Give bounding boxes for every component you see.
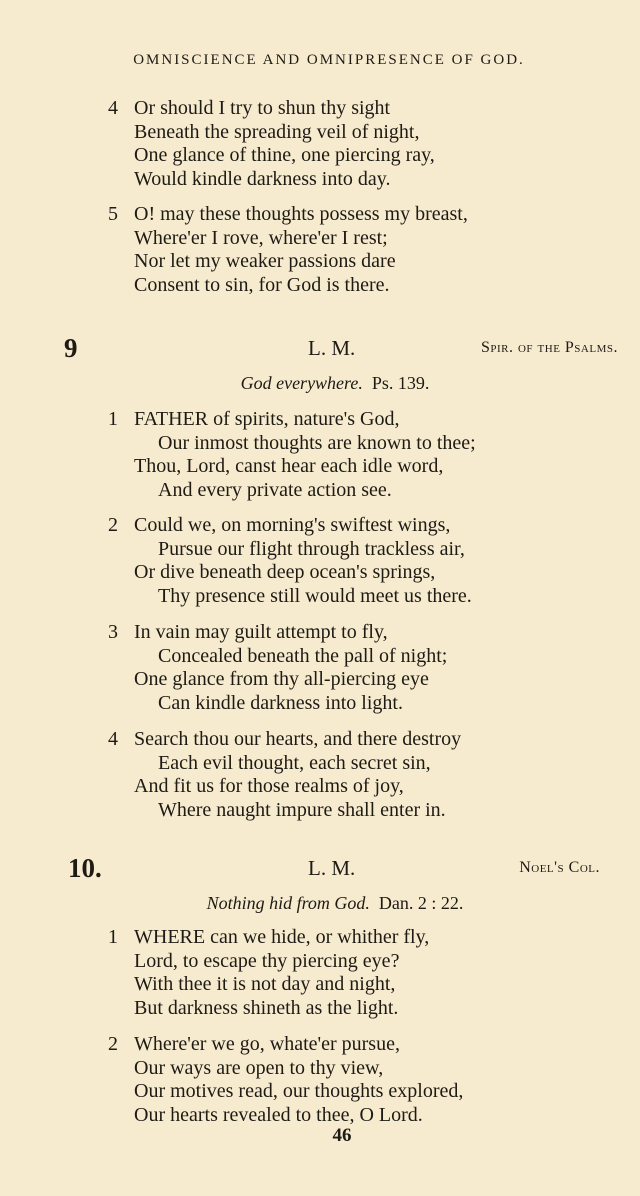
hymn-9-stanza-1: [108, 408, 578, 502]
stanza-number: 2: [108, 514, 118, 536]
hymn-10-stanza-2: [108, 1033, 578, 1127]
hymn-9-subtitle: [0, 371, 640, 395]
verse-text: Lord, to escape thy piercing eye?: [134, 949, 400, 972]
stanza-line: [108, 799, 578, 823]
stanza-line: [108, 668, 578, 692]
verse-text: And fit us for those realms of joy,: [134, 775, 404, 797]
stanza-line: [108, 973, 578, 997]
stanza-line: [108, 585, 578, 609]
stanza-line: [108, 1033, 578, 1057]
stanza-line: [108, 997, 578, 1021]
stanza-line: [108, 1080, 578, 1104]
stanza-line: [108, 274, 578, 298]
verse-text: One glance of thine, one piercing ray,: [134, 144, 435, 166]
stanza-number: 1: [108, 926, 118, 948]
stanza-line: [108, 144, 578, 168]
page-number: 46: [332, 1125, 352, 1146]
verse-text: Thy presence still would meet us there.: [158, 584, 472, 607]
hymn-source: Spir. of the Psalms.: [480, 339, 618, 356]
verse-text: Could we, on morning's swiftest wings,: [134, 514, 451, 536]
stanza-line: [108, 775, 578, 799]
verse-text: FATHER of spirits, nature's God,: [134, 408, 400, 430]
verse-text: Would kindle darkness into day.: [134, 167, 391, 190]
hymn-title: God everywhere.: [240, 373, 363, 393]
hymn-10-subtitle: [0, 891, 640, 915]
verse-text: Our ways are open to thy view,: [134, 1056, 384, 1079]
stanza-line: [108, 203, 578, 227]
stanza-line: [108, 692, 578, 716]
hymn-title: Nothing hid from God.: [206, 893, 370, 913]
verse-text: Nor let my weaker passions dare: [134, 250, 396, 272]
scripture-reference: Dan. 2 : 22.: [378, 893, 464, 913]
stanza-line: [108, 432, 578, 456]
stanza-number: 4: [108, 97, 118, 119]
verse-text: Search thou our hearts, and there destroy: [134, 728, 462, 750]
scripture-reference: Ps. 139.: [371, 373, 430, 393]
verse-text: Consent to sin, for God is there.: [134, 273, 390, 296]
hymn-number: 10.: [68, 853, 102, 883]
stanza-line: [108, 97, 578, 121]
hymn-source: Noel's Col.: [519, 859, 600, 876]
stanza-line: [108, 1057, 578, 1081]
verse-text: Thou, Lord, canst hear each idle word,: [134, 455, 444, 477]
hymn-10-stanza-1: [108, 926, 578, 1020]
stanza-prev-4: [108, 97, 578, 191]
verse-text: Pursue our flight through trackless air,: [158, 537, 465, 560]
verse-text: With thee it is not day and night,: [134, 973, 396, 995]
verse-text: Our motives read, our thoughts explored,: [134, 1080, 464, 1102]
stanza-line: [108, 408, 578, 432]
stanza-line: [108, 1104, 578, 1128]
verse-text: And every private action see.: [158, 478, 392, 501]
stanza-line: [108, 479, 578, 503]
verse-text: Our inmost thoughts are known to thee;: [158, 431, 476, 454]
stanza-prev-5: [108, 203, 578, 297]
hymn-meter: L. M.: [308, 856, 356, 880]
verse-text: WHERE can we hide, or whither fly,: [134, 926, 430, 948]
verse-text: Where'er I rove, where'er I rest;: [134, 226, 388, 249]
verse-text: One glance from thy all-piercing eye: [134, 668, 429, 690]
hymn-9-stanza-2: [108, 514, 578, 608]
stanza-number: 1: [108, 408, 118, 430]
verse-text: Can kindle darkness into light.: [158, 691, 403, 714]
verse-text: Each evil thought, each secret sin,: [158, 751, 431, 774]
verse-text: O! may these thoughts possess my breast,: [134, 203, 468, 225]
stanza-line: [108, 645, 578, 669]
stanza-line: [108, 926, 578, 950]
stanza-line: [108, 728, 578, 752]
verse-text: But darkness shineth as the light.: [134, 996, 399, 1019]
stanza-line: [108, 950, 578, 974]
stanza-number: 3: [108, 621, 118, 643]
running-head: OMNISCIENCE AND OMNIPRESENCE OF GOD.: [133, 52, 525, 68]
hymn-10-header: [0, 852, 640, 884]
verse-text: Our hearts revealed to thee, O Lord.: [134, 1103, 423, 1126]
stanza-line: [108, 752, 578, 776]
hymn-9-stanza-4: [108, 728, 578, 822]
hymn-number: 9: [64, 333, 78, 363]
hymn-meter: L. M.: [308, 336, 356, 360]
stanza-number: 5: [108, 203, 118, 225]
stanza-line: [108, 121, 578, 145]
stanza-line: [108, 168, 578, 192]
hymn-9-header: [0, 332, 640, 364]
verse-text: In vain may guilt attempt to fly,: [134, 621, 388, 643]
stanza-line: [108, 250, 578, 274]
stanza-number: 4: [108, 728, 118, 750]
verse-text: Or dive beneath deep ocean's springs,: [134, 561, 436, 583]
stanza-number: 2: [108, 1033, 118, 1055]
verse-text: Beneath the spreading veil of night,: [134, 120, 420, 143]
stanza-line: [108, 538, 578, 562]
verse-text: Or should I try to shun thy sight: [134, 97, 391, 119]
stanza-line: [108, 514, 578, 538]
hymn-9-stanza-3: [108, 621, 578, 715]
verse-text: Concealed beneath the pall of night;: [158, 644, 448, 667]
stanza-line: [108, 561, 578, 585]
stanza-line: [108, 227, 578, 251]
stanza-line: [108, 455, 578, 479]
stanza-line: [108, 621, 578, 645]
verse-text: Where'er we go, whate'er pursue,: [134, 1033, 400, 1055]
verse-text: Where naught impure shall enter in.: [158, 798, 446, 821]
